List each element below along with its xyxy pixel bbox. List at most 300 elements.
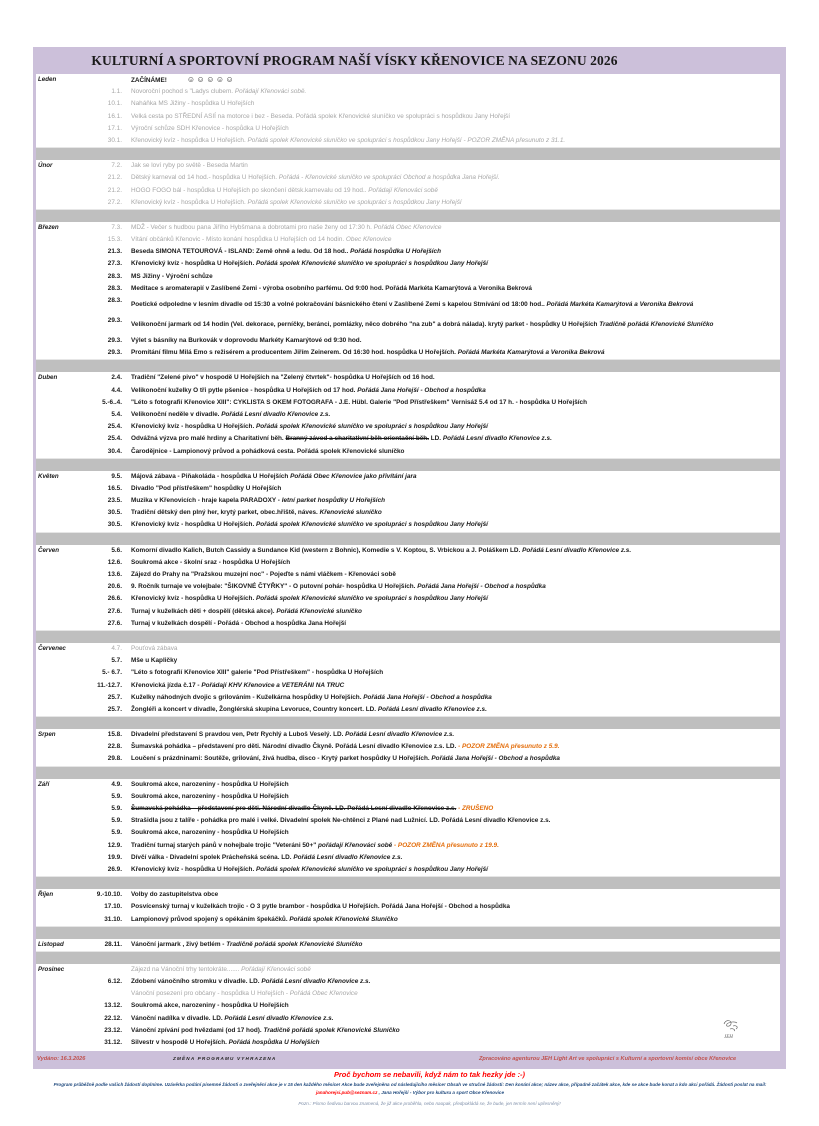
event-row xyxy=(36,643,780,655)
month-separator xyxy=(36,630,780,643)
event-date: 13.6. xyxy=(107,571,122,578)
event-text-part: Pořádá Lesní divadlo Křenovice z.s. xyxy=(345,731,455,739)
event-text-part: Pořádá spolek Křenovické sluníčko ve spolupráci s hospůdkou Jany Hořejší xyxy=(256,521,488,529)
event-text xyxy=(131,222,442,234)
event-text-part: Branný závod a charitativní běh orientační běh. xyxy=(285,435,429,443)
event-date: 17.10. xyxy=(104,903,122,911)
event-text-part: Křenovický kvíz - hospůdka U Hořejších. xyxy=(131,260,257,268)
event-text-part: Pořádá Markéta Kamarýtová a Veronika Bekrová xyxy=(546,301,694,308)
event-text-part: "Léto s fotografií Křenovice XIII" galerie "Pod Přístřeškem" - hospůdka U Hořejších xyxy=(131,669,384,677)
event-date: 5.4. xyxy=(111,410,122,418)
event-text-part: Pořádá Jana Hořejší - Obchod a hospůdka xyxy=(417,583,546,591)
month-label: Březen xyxy=(38,223,59,231)
month-separator xyxy=(36,458,780,471)
event-text-part: Pořádá spolek Křenovické sluníčko ve spolupráci s hospůdkou Jany Hořejší - POZOR ZMĚNA přesunuto z 31.1. xyxy=(247,136,566,144)
event-text xyxy=(131,852,402,864)
event-row xyxy=(36,397,780,409)
event-row xyxy=(36,385,780,397)
event-text xyxy=(131,295,693,315)
event-text-part: Žongléři a koncert v divadle, Žonglérská skupina Levoruce, Country koncert. LD. xyxy=(131,705,378,713)
event-text-part: Pořádá spolek Křenovické sluníčko ve spolupráci s hospůdkou Jany Hořejší xyxy=(256,423,488,431)
event-text-part: Soukromá akce, narozeniny - hospůdka U Hořejších xyxy=(131,792,289,800)
event-text-part: letní parket hospůdky U Hořejších xyxy=(281,497,386,505)
event-row xyxy=(36,1000,780,1012)
event-text xyxy=(131,172,500,184)
month-separator xyxy=(36,532,780,545)
program-table xyxy=(36,74,780,1051)
event-text-part: Pořádá Křenovické sluníčko xyxy=(276,607,362,615)
month-label: Prosinec xyxy=(38,965,65,973)
event-row xyxy=(36,258,780,270)
event-text-part: Zdobení vánočního stromku v divadle. LD. xyxy=(131,978,262,986)
event-text xyxy=(131,234,391,246)
event-text-part: Křenovický kvíz - hospůdka U Hořejších. xyxy=(131,136,248,144)
event-date: 25.7. xyxy=(107,705,122,713)
event-text-part: Čarodějnice - Lampionový průvod a pohádková cesta. Pořádá spolek Křenovické sluníčko xyxy=(131,447,405,455)
event-row xyxy=(36,483,780,495)
event-text-part: Komorní divadlo Kalich, Butch Cassidy a Sundance Kid (western z Bohnic), Komedie s V. Koptou, S. Vrbickou a J. Poláškem LD. xyxy=(131,546,523,554)
event-date: 27.6. xyxy=(107,619,122,627)
event-text-part: Soukromá akce - školní sraz - hospůdka U Hořejších xyxy=(131,558,291,566)
event-row xyxy=(36,160,780,172)
event-date: 28.3. xyxy=(107,272,122,280)
event-row xyxy=(36,753,780,765)
event-date: 26.9. xyxy=(107,865,122,873)
footer-band xyxy=(33,1051,786,1069)
event-text xyxy=(131,692,492,704)
event-row xyxy=(36,618,780,630)
event-date: 30.5. xyxy=(107,521,122,529)
event-text-part: Pořádá Jana Hořejší - Obchod a hospůdka xyxy=(357,386,486,394)
event-text xyxy=(131,606,362,618)
event-text xyxy=(131,889,218,901)
intro-row xyxy=(36,74,780,86)
event-date: 21.2. xyxy=(107,186,122,194)
event-text xyxy=(131,397,587,409)
event-row xyxy=(36,864,780,876)
event-row xyxy=(36,704,780,716)
event-text-part: Obec Křenovice xyxy=(345,236,392,244)
event-date: 5.-6..4. xyxy=(102,398,122,406)
event-text xyxy=(131,421,488,433)
event-date: 5.- 6.7. xyxy=(102,669,122,677)
month-label: Duben xyxy=(38,374,58,382)
month-separator xyxy=(36,876,780,889)
event-text-part: MS Jižiny - Výroční schůze xyxy=(131,272,213,280)
event-date: 27.2. xyxy=(107,198,122,206)
event-text xyxy=(131,655,177,667)
event-text xyxy=(131,779,289,791)
month-separator xyxy=(36,926,780,939)
event-text xyxy=(131,976,370,988)
event-date: 27.3. xyxy=(107,260,122,268)
event-text xyxy=(131,1000,289,1012)
event-text-part: MDŽ - Večer s hudbou pana Jiřího Hybšmana a dobrotami pro naše ženy od 17:30 h. xyxy=(131,223,374,231)
event-row xyxy=(36,988,780,1000)
event-row xyxy=(36,433,780,445)
event-row xyxy=(36,507,780,519)
event-row xyxy=(36,295,780,315)
event-date: 15.3. xyxy=(107,236,122,244)
title-text: KULTURNÍ A SPORTOVNÍ PROGRAM NAŠÍ VÍSKY KŘENOVICE NA SEZONU 2026 xyxy=(91,52,618,68)
intro-label: ZAČÍNÁME! xyxy=(131,77,167,84)
event-text-part: Májová zábava - Piňakoláda - hospůdka U Hořejších xyxy=(131,472,291,480)
issued-date: Vydáno: 16.3.2026 xyxy=(37,1056,86,1062)
event-text xyxy=(131,964,311,976)
event-text-part: Vítání občánků Křenovic - Místo konání hospůdka U Hořejších od 14 hodin. xyxy=(131,236,346,244)
event-text xyxy=(131,258,488,270)
event-row xyxy=(36,271,780,283)
event-text xyxy=(131,409,330,421)
event-text-part: Pořádá Obec Křenovice xyxy=(373,223,442,231)
event-row xyxy=(36,803,780,815)
smiley-icons: ☺☺☺☺☺ xyxy=(186,75,236,84)
event-row xyxy=(36,827,780,839)
event-date: 2.4. xyxy=(111,374,122,382)
agency-credit: Zpracováno agenturou JEH Light Art ve spolupráci s Kulturní a sportovní komisí obce Křenovice xyxy=(479,1056,737,1062)
event-text xyxy=(131,864,488,876)
event-text xyxy=(131,939,362,951)
event-text xyxy=(131,557,290,569)
event-text xyxy=(131,385,486,397)
month-label: Listopad xyxy=(38,940,64,948)
event-date: 30.4. xyxy=(107,447,122,455)
event-text-part: Pořádá hospůdka U Hořejších xyxy=(228,1039,320,1046)
event-date: 10.1. xyxy=(107,100,122,108)
event-row xyxy=(36,123,780,135)
event-date: 25.7. xyxy=(107,693,122,701)
month-label: Květen xyxy=(38,472,59,480)
event-date: 30.1. xyxy=(107,136,122,144)
month-label: Červenec xyxy=(38,644,66,652)
month-separator xyxy=(36,359,780,372)
event-row xyxy=(36,519,780,531)
signature-logo-icon xyxy=(720,1017,742,1041)
event-text-part: Divadelní představení S pravdou ven, Petr Rychlý a Luboš Veselý. LD. xyxy=(131,731,346,739)
event-text xyxy=(131,433,552,445)
event-text-part: pořádají Křenováci sobě xyxy=(318,841,393,849)
event-row xyxy=(36,185,780,197)
event-text xyxy=(131,271,213,283)
event-text-part: 9. Ročník turnaje ve volejbale: "ŠIKOVNÉ ČTYŘKY" - O putovní pohár- hospůdka U Hořejších. xyxy=(131,583,418,591)
event-text xyxy=(131,680,344,692)
event-text-part: Muzika v Křenovicích - hraje kapela PARADOXY - xyxy=(131,497,282,505)
event-text xyxy=(131,111,510,123)
event-row xyxy=(36,939,780,951)
event-row xyxy=(36,692,780,704)
event-text-part: Pořádá Lesní divadlo Křenovice z.s. xyxy=(522,546,632,554)
event-text-part: Soukromá akce, narozeniny - hospůdka U Hořejších xyxy=(131,829,289,837)
event-row xyxy=(36,283,780,295)
event-date: 29.3. xyxy=(107,317,122,324)
event-row xyxy=(36,593,780,605)
event-row xyxy=(36,135,780,147)
month-label: Srpen xyxy=(38,731,56,739)
signature-text: JEH xyxy=(724,1035,733,1040)
event-text xyxy=(131,753,560,765)
month-label: Září xyxy=(38,780,50,788)
event-text-part: Pořádá hospůdka U Hořejších xyxy=(350,248,442,256)
event-date: 4.9. xyxy=(111,780,122,788)
event-row xyxy=(36,347,780,359)
program-frame xyxy=(33,47,786,1069)
event-row xyxy=(36,779,780,791)
event-row xyxy=(36,667,780,679)
event-text-part: Křenovická jízda č.17 - xyxy=(131,681,202,689)
event-row xyxy=(36,372,780,384)
event-date: 6.12. xyxy=(107,978,122,986)
event-text-part: Turnaj v kuželkách děti + dospělí (dětská akce). xyxy=(131,607,277,615)
month-separator xyxy=(36,716,780,729)
notice-text-1: Program průběžně podle vašich žádostí doplníme. Uzávěrka podání písemné žádosti o zveřejnění akce je v 15 den každého měsíce! Akce bude zveřejněna od následujícího měsíce! Obsah ve stručné žádosti: Den konání akce; název akce, případně začátek akce, kde se akce bude konat a kdo akci pořádá. Žádosti poslat na mail: xyxy=(53,1082,767,1087)
event-text-part: Pořádá Lesní divadlo Křenovice z.s. xyxy=(442,435,552,443)
event-text-part: Pořádá Obec Křenovice xyxy=(289,990,358,998)
notice-text-2: , Jana Hořejší - Výbor pro kulturu a sport Obce Křenovice xyxy=(377,1090,505,1095)
event-text xyxy=(131,593,488,605)
event-date: 11.-12.7. xyxy=(97,681,122,689)
event-text-part: Soukromá akce, narozeniny - hospůdka U Hořejších xyxy=(131,1002,289,1010)
event-text xyxy=(131,729,454,741)
event-text xyxy=(131,335,362,347)
event-text-part: Zájezd na Vánoční trhy tentokráte....... xyxy=(131,965,242,973)
event-text-part: Volby do zastupitelstva obce xyxy=(131,891,219,899)
event-text xyxy=(131,185,438,197)
event-date: 5.9. xyxy=(111,829,122,837)
event-date: 22.12. xyxy=(104,1014,122,1022)
event-text-part: Pořádá Lesní divadlo Křenovice z.s. xyxy=(221,410,331,418)
event-text-part: Dívčí válka - Divadelní spolek Prácheňská scéna. LD. xyxy=(131,853,294,861)
event-text-part: Beseda SIMONA TETOUROVÁ - ISLAND: Země ohně a ledu. Od 18 hod.. xyxy=(131,248,351,256)
event-date: 29.8. xyxy=(107,755,122,763)
event-text-part: Pořádá spolek Křenovické sluníčko ve spolupráci s hospůdkou Jany Hořejší xyxy=(247,198,462,206)
event-text-part: Křenovický kvíz - hospůdka U Hořejších. xyxy=(131,865,257,873)
event-date: 19.9. xyxy=(107,853,122,861)
event-row xyxy=(36,729,780,741)
event-text-part: Šumavská pohádka – představení pro děti. Národní divadlo Čkyně. LD. Pořádá Lesní divadlo Křenovice z.s. xyxy=(131,805,457,812)
event-text-part: Pořádají Křenováci sobě xyxy=(241,965,311,973)
event-text xyxy=(131,704,487,716)
submission-notice xyxy=(40,1081,780,1097)
event-date: 16.1. xyxy=(107,112,122,120)
event-row xyxy=(36,471,780,483)
event-date: 9.-10.10. xyxy=(96,891,122,899)
event-text-part: Loučení s prázdninami: Soutěže, grilování, živá hudba, disco - Krytý parket hospůdky U Hořejších. xyxy=(131,755,432,763)
event-text-part: Velikonoční jarmark od 14 hodin (Vel. dekorace, perníčky, beránci, pomlázky, něco dobrého "na zub" a dobrá nálada). krytý parket - hospůdky U Hořejších xyxy=(131,321,600,328)
event-text xyxy=(131,519,488,531)
event-date: 16.5. xyxy=(107,484,122,492)
event-row xyxy=(36,815,780,827)
grey-text-note: Pozn.: Písmo šedivou barvou znamená, že již akce proběhla, nebo naopak, předpokládá se, že bude, jen termín není upřesněný! xyxy=(298,1101,561,1106)
event-row xyxy=(36,581,780,593)
event-text xyxy=(131,197,462,209)
event-date: 27.6. xyxy=(107,607,122,615)
event-text-part: Křenovické sluníčko xyxy=(319,509,382,517)
event-text xyxy=(131,803,493,815)
month-separator xyxy=(36,209,780,222)
event-date: 4.7. xyxy=(111,644,122,652)
event-text-part: Tradiční turnaj starých pánů v nohejbale trojic "Veteráni 50+" xyxy=(131,841,319,849)
event-text-part: Zájezd do Prahy na "Pražskou muzejní noc" - Pojeďte s námi vláčkem - Křenováci sobě xyxy=(131,571,396,578)
event-text-part: Pořádá Jana Hořejší - Obchod a hospůdka xyxy=(363,693,492,701)
event-row xyxy=(36,98,780,110)
event-date: 25.4. xyxy=(107,435,122,443)
event-row xyxy=(36,840,780,852)
event-date: 5.7. xyxy=(111,657,122,665)
event-date: 25.4. xyxy=(107,423,122,431)
event-text xyxy=(131,283,532,295)
event-text-part: Kuželky náhodných dvojic s grilováním - Kuželkárna hospůdky U Hořejších. xyxy=(131,693,364,701)
event-text-part: Tradičně pořádá Křenovické Sluníčko xyxy=(599,321,714,328)
event-date: 12.9. xyxy=(107,841,122,849)
event-text xyxy=(131,901,510,913)
event-text xyxy=(131,667,383,679)
event-text-part: Lampionový průvod spojený s opékáním špekáčků. xyxy=(131,915,290,923)
event-row xyxy=(36,1013,780,1025)
event-date: 5.6. xyxy=(111,546,122,554)
event-text xyxy=(131,347,605,359)
event-row xyxy=(36,421,780,433)
event-text-part: Pořádá Lesní divadlo Křenovice z.s. xyxy=(224,1014,334,1022)
event-date: 22.8. xyxy=(107,743,122,751)
event-text-part: Křenovický kvíz - hospůdka U Hořejších. xyxy=(131,595,257,603)
event-row xyxy=(36,446,780,458)
event-text-part: Velikonoční kuželky O tři pytle pšenice - hospůdka U Hořejších od 17 hod. xyxy=(131,386,358,394)
event-text-part: - POZOR ZMĚNA přesunuto z 5.9. xyxy=(458,743,560,751)
event-text-part: Pořádá Lesní divadlo Křenovice z.s. xyxy=(261,978,371,986)
event-text-part: Pořádá - Křenovické sluníčko ve spolupráci Obchod a hospůdka Jana Hořejší. xyxy=(278,174,500,182)
event-row xyxy=(36,222,780,234)
event-text-part: Pořádá spolek Křenovické sluníčko ve spolupráci s hospůdkou Jany Hořejší xyxy=(256,595,488,603)
event-row xyxy=(36,964,780,976)
event-text-part: - ZRUŠENO xyxy=(456,805,494,812)
event-row xyxy=(36,197,780,209)
event-text-part: Pořádá spolek Křenovické sluníčko ve spolupráci s hospůdkou Jany Hořejší xyxy=(256,260,488,268)
event-date: 5.9. xyxy=(111,817,122,825)
event-date: 12.6. xyxy=(107,558,122,566)
event-text xyxy=(131,569,396,581)
event-row xyxy=(36,172,780,184)
event-date: 28.11. xyxy=(104,940,122,948)
event-text-part: Pouťová zábava xyxy=(131,644,178,652)
event-date: 31.12. xyxy=(104,1039,122,1046)
event-row xyxy=(36,86,780,98)
event-date: 29.3. xyxy=(107,349,122,357)
event-text xyxy=(131,618,346,630)
event-text xyxy=(131,446,404,458)
month-separator xyxy=(36,147,780,160)
event-row xyxy=(36,409,780,421)
event-row xyxy=(36,914,780,926)
event-text-part: Strašidla jsou z talíře - pohádka pro malé i velké. Divadelní spolek Ne-chtěnci z Plané nad Lužnicí. LD. Pořádá Lesní divadlo Křenovice z.s. xyxy=(131,817,551,825)
page-title xyxy=(33,47,786,74)
event-text-part: LD. xyxy=(428,435,443,443)
event-date: 30.5. xyxy=(107,509,122,517)
slogan: Proč bychom se nebavili, když nám to tak hezky jde :-) xyxy=(334,1070,525,1079)
event-text-part: Pořádají Křenováci sobě. xyxy=(234,88,307,96)
event-text xyxy=(131,1013,333,1025)
event-text-part: - POZOR ZMĚNA přesunuto z 19.9. xyxy=(392,841,499,849)
event-text-part: Jak se loví ryby po světě - Beseda Martin xyxy=(131,162,248,170)
event-text-part: Pořádá Lesní divadlo Křenovice z.s. xyxy=(293,853,403,861)
event-date: 21.3. xyxy=(107,248,122,256)
event-date: 28.3. xyxy=(107,284,122,292)
event-row xyxy=(36,680,780,692)
event-text xyxy=(131,315,713,335)
event-row xyxy=(36,234,780,246)
event-date: 7.3. xyxy=(111,223,122,231)
event-text xyxy=(131,840,499,852)
event-text-part: Velká cesta po STŘEDNÍ ASIÍ na motorce i bez - Beseda. Pořádá spolek Křenovické sluníčko ve spolupráci s hospůdkou Jany Hořejší xyxy=(131,112,511,120)
event-row xyxy=(36,852,780,864)
event-text-part: Pořádá Jana Hořejší - Obchod a hospůdka xyxy=(431,755,560,763)
event-text xyxy=(131,372,435,384)
event-date: 9.5. xyxy=(111,472,122,480)
event-date: 28.3. xyxy=(107,297,122,304)
event-text-part: Vánoční zpívání pod hvězdami (od 17 hod). xyxy=(131,1026,264,1034)
event-row xyxy=(36,545,780,557)
event-text-part: Pořádá Markéta Kamarýtová a Veronika Bekrová xyxy=(457,349,605,357)
event-text-part: Soukromá akce, narozeniny - hospůdka U Hořejších xyxy=(131,780,289,788)
event-text xyxy=(131,815,550,827)
event-text xyxy=(131,741,559,753)
month-separator xyxy=(36,766,780,779)
event-date: 7.2. xyxy=(111,162,122,170)
event-text xyxy=(131,135,565,147)
event-text xyxy=(131,98,254,110)
event-row xyxy=(36,569,780,581)
event-text-part: Odvážná výzva pro malé hrdiny a Charitativní běh. xyxy=(131,435,286,443)
event-text-part: Pořádá spolek Křenovické sluníčko ve spolupráci s hospůdkou Jany Hořejší xyxy=(256,865,488,873)
event-row xyxy=(36,1025,780,1037)
event-text-part: Pořádají Křenováci sobě xyxy=(368,186,438,194)
event-text xyxy=(131,495,385,507)
event-text-part: Vánoční jarmark , živý betlém - xyxy=(131,940,227,948)
contact-email-link[interactable]: janahorejsi.pub@seznam.cz xyxy=(315,1090,378,1095)
event-text-part: Vánoční posezení pro občany - hospůdka U Hořejších - xyxy=(131,990,290,998)
event-row xyxy=(36,901,780,913)
event-text-part: Pořádá Obec Křenovice jako přivítání jara xyxy=(290,472,417,480)
event-row xyxy=(36,557,780,569)
event-text-part: Turnaj v kuželkách dospělí - Pořádá - Obchod a hospůdka Jana Hořejší xyxy=(131,619,347,627)
event-text-part: Křenovický kvíz - hospůdka U Hořejších. xyxy=(131,423,257,431)
event-text-part: Promítání filmu Milá Emo s režisérem a producentem Jiřím Zeinerem. Od 16:30 hod. hospůdka U Hořejších. xyxy=(131,349,458,357)
event-text-part: Dětský karneval od 14 hod.- hospůdka U Hořejších. xyxy=(131,174,279,182)
event-row xyxy=(36,976,780,988)
event-text-part: Výroční schůze SDH Křenovice - hospůdka U Hořejších xyxy=(131,124,289,132)
event-row xyxy=(36,655,780,667)
program-change-reserved: ZMĚNA PROGRAMU VYHRAZENA xyxy=(173,1056,277,1061)
event-text xyxy=(131,827,289,839)
event-text xyxy=(131,471,417,483)
event-date: 20.6. xyxy=(107,583,122,591)
event-text-part: Posvícenský turnaj v kuželkách trojic - O 3 pytle brambor - hospůdka U Hořejších. Pořádá Jana Hořejší - Obchod a hospůdka xyxy=(131,903,510,911)
event-text-part: Mše u Kapličky xyxy=(131,657,178,665)
event-text-part: Šumavská pohádka – představení pro děti. Národní divadlo Čkyně. Pořádá Lesní divadlo Křenovice z.s. LD. xyxy=(131,743,459,751)
event-text xyxy=(131,1025,400,1037)
event-row xyxy=(36,741,780,753)
event-text xyxy=(131,643,177,655)
event-text-part: Pořádají KHV Křenovice a VETERÁNI NA TRUC xyxy=(201,681,345,689)
event-date: 31.10. xyxy=(104,915,122,923)
event-text-part: Pořádá spolek Křenovické Sluníčko xyxy=(289,915,398,923)
event-text xyxy=(131,507,382,519)
event-row xyxy=(36,791,780,803)
event-date: 5.9. xyxy=(111,792,122,800)
event-text xyxy=(131,246,441,258)
event-date: 26.6. xyxy=(107,595,122,603)
event-date: 13.12. xyxy=(104,1002,122,1010)
event-text-part: Silvestr v hospodě U Hořejších. xyxy=(131,1039,229,1046)
